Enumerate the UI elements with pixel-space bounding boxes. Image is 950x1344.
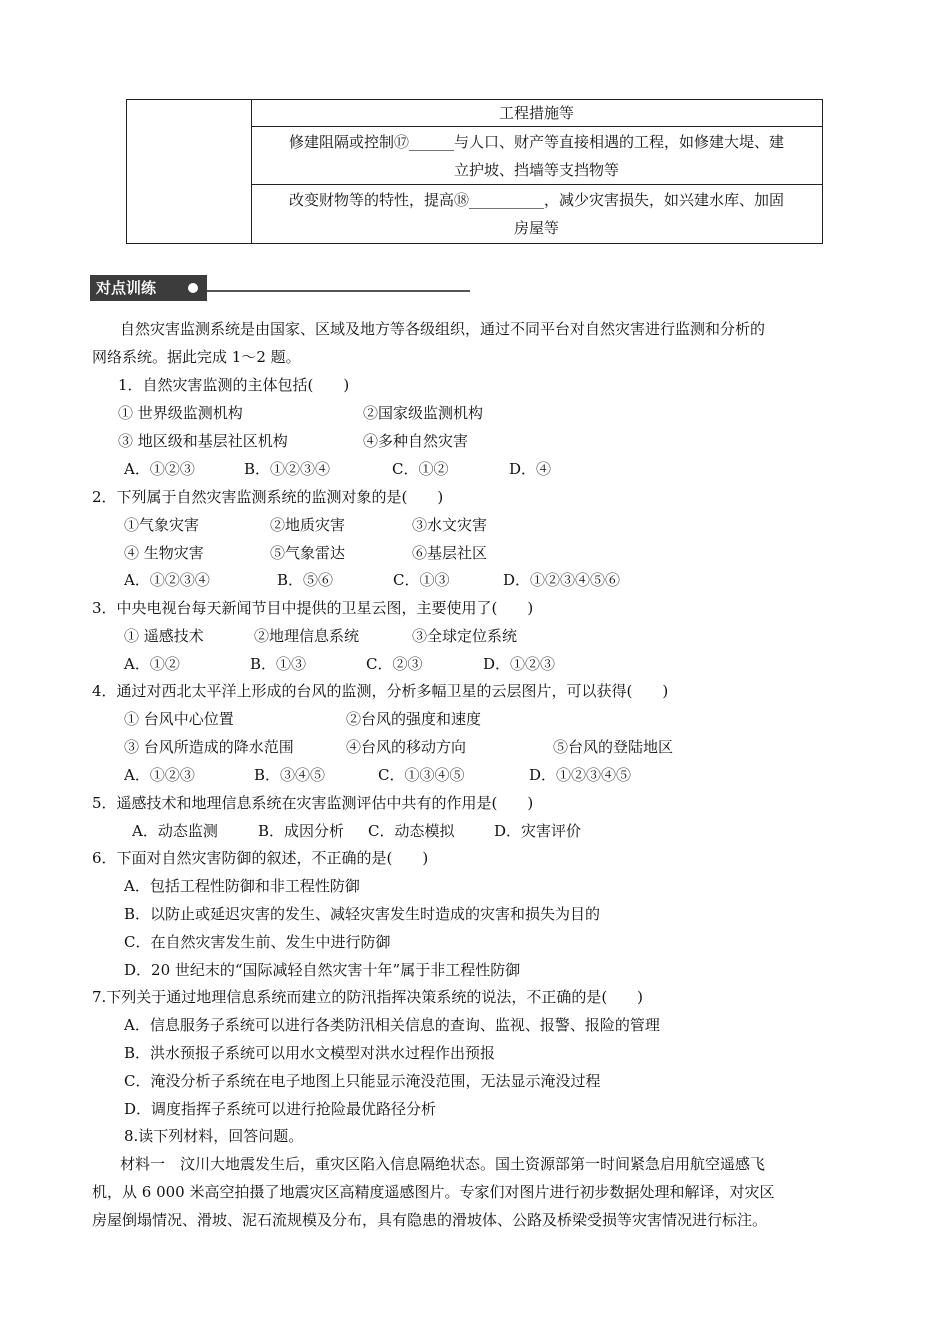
q4-answer-d: D．①②③④⑤ xyxy=(529,766,632,784)
q3-answer-c: C．②③ xyxy=(366,655,423,673)
q7-choice-c: C．淹没分析子系统在电子地图上只能显示淹没范围，无法显示淹没过程 xyxy=(124,1072,601,1090)
q5-answer-d: D．灾害评价 xyxy=(494,822,582,840)
q2-answer-a: A．①②③④ xyxy=(124,571,210,589)
q2-answer-c: C．①③ xyxy=(393,571,450,589)
q3-option: ③全球定位系统 xyxy=(412,627,518,645)
question-2-stem: 2．下列属于自然灾害监测系统的监测对象的是( ) xyxy=(92,488,444,506)
material-line-2: 机，从 6 000 米高空拍摄了地震灾区高精度遥感图片。专家们对图片进行初步数据处理和解译，对灾区 xyxy=(92,1183,775,1201)
q1-answer-a: A．①②③ xyxy=(124,460,195,478)
question-4-stem: 4．通过对西北太平洋上形成的台风的监测，分析多幅卫星的云层图片，可以获得( ) xyxy=(92,682,669,700)
q3-answer-d: D．①②③ xyxy=(483,655,556,673)
q3-option: ① 遥感技术 xyxy=(124,627,204,645)
q4-answer-c: C．①③④⑤ xyxy=(378,766,465,784)
question-1-stem: 1．自然灾害监测的主体包括( ) xyxy=(118,376,350,394)
q1-option: ④多种自然灾害 xyxy=(363,432,469,450)
q2-answer-b: B．⑤⑥ xyxy=(277,571,334,589)
q6-choice-c: C．在自然灾害发生前、发生中进行防御 xyxy=(124,933,391,951)
q3-option: ②地理信息系统 xyxy=(254,627,360,645)
q1-option: ① 世界级监测机构 xyxy=(118,404,243,422)
q2-option: ②地质灾害 xyxy=(270,516,346,534)
table-left-column xyxy=(127,100,252,243)
q2-option: ⑥基层社区 xyxy=(412,544,488,562)
table-row-2-text: 改变财物等的特性，提高⑱__________，减少灾害损失，如兴建水库、加固 房屋等 xyxy=(288,191,784,237)
question-8-stem: 8.读下列材料，回答问题。 xyxy=(124,1127,304,1145)
q4-option: ⑤台风的登陆地区 xyxy=(553,738,674,756)
q7-choice-b: B．洪水预报子系统可以用水文模型对洪水过程作出预报 xyxy=(124,1044,496,1062)
measures-table xyxy=(126,99,823,244)
q6-choice-a: A．包括工程性防御和非工程性防御 xyxy=(124,877,360,895)
q2-option: ③水文灾害 xyxy=(412,516,488,534)
section-divider xyxy=(207,290,470,292)
q7-choice-a: A．信息服务子系统可以进行各类防汛相关信息的查询、监视、报警、报险的管理 xyxy=(124,1016,660,1034)
q1-answer-b: B．①②③④ xyxy=(244,460,331,478)
q1-option: ②国家级监测机构 xyxy=(363,404,484,422)
q2-option: ①气象灾害 xyxy=(124,516,200,534)
table-row-1 xyxy=(251,126,822,185)
table-header-cell xyxy=(251,100,822,127)
material-line-1: 材料一 汶川大地震发生后，重灾区陷入信息隔绝状态。国土资源部第一时间紧急启用航空遥感飞 xyxy=(120,1155,766,1173)
bullet-dot-icon xyxy=(188,283,198,293)
question-7-stem: 7.下列关于通过地理信息系统而建立的防汛指挥决策系统的说法，不正确的是( ) xyxy=(92,988,644,1006)
question-6-stem: 6．下面对自然灾害防御的叙述，不正确的是( ) xyxy=(92,849,429,867)
question-3-stem: 3．中央电视台每天新闻节目中提供的卫星云图，主要使用了( ) xyxy=(92,599,534,617)
q3-answer-b: B．①③ xyxy=(250,655,307,673)
section-header xyxy=(90,275,470,301)
q3-answer-a: A．①② xyxy=(124,655,180,673)
q5-answer-b: B．成因分析 xyxy=(258,822,345,840)
material-line-3: 房屋倒塌情况、滑坡、泥石流规模及分布，具有隐患的滑坡体、公路及桥梁受损等灾害情况进行标注。 xyxy=(92,1211,768,1229)
table-header-text: 工程措施等 xyxy=(498,104,574,122)
table-row-2 xyxy=(251,184,822,243)
intro-line-2: 网络系统。据此完成 1～2 题。 xyxy=(92,348,301,366)
q4-answer-a: A．①②③ xyxy=(124,766,195,784)
q4-answer-b: B．③④⑤ xyxy=(254,766,326,784)
q4-option: ① 台风中心位置 xyxy=(124,710,234,728)
q1-answer-c: C．①② xyxy=(392,460,449,478)
q4-option: ④台风的移动方向 xyxy=(346,738,467,756)
q6-choice-d: D．20 世纪末的“国际减轻自然灾害十年”属于非工程性防御 xyxy=(124,961,521,979)
table-row-1-text: 修建阻隔或控制⑰______与人口、财产等直接相遇的工程，如修建大堤、建 立护坡、挡墙等支挡物等 xyxy=(288,133,784,179)
q5-answer-a: A．动态监测 xyxy=(132,822,218,840)
q4-option: ③ 台风所造成的降水范围 xyxy=(124,738,294,756)
q2-option: ④ 生物灾害 xyxy=(124,544,204,562)
intro-line-1: 自然灾害监测系统是由国家、区域及地方等各级组织，通过不同平台对自然灾害进行监测和分析的 xyxy=(120,320,766,338)
question-5-stem: 5．遥感技术和地理信息系统在灾害监测评估中共有的作用是( ) xyxy=(92,794,534,812)
q5-answer-c: C．动态模拟 xyxy=(368,822,455,840)
q4-option: ②台风的强度和速度 xyxy=(346,710,482,728)
section-title: 对点训练 xyxy=(90,275,207,301)
q2-answer-d: D．①②③④⑤⑥ xyxy=(503,571,621,589)
q1-option: ③ 地区级和基层社区机构 xyxy=(118,432,288,450)
q1-answer-d: D．④ xyxy=(509,460,552,478)
q2-option: ⑤气象雷达 xyxy=(270,544,346,562)
q7-choice-d: D．调度指挥子系统可以进行抢险最优路径分析 xyxy=(124,1100,437,1118)
q6-choice-b: B．以防止或延迟灾害的发生、减轻灾害发生时造成的灾害和损失为目的 xyxy=(124,905,601,923)
